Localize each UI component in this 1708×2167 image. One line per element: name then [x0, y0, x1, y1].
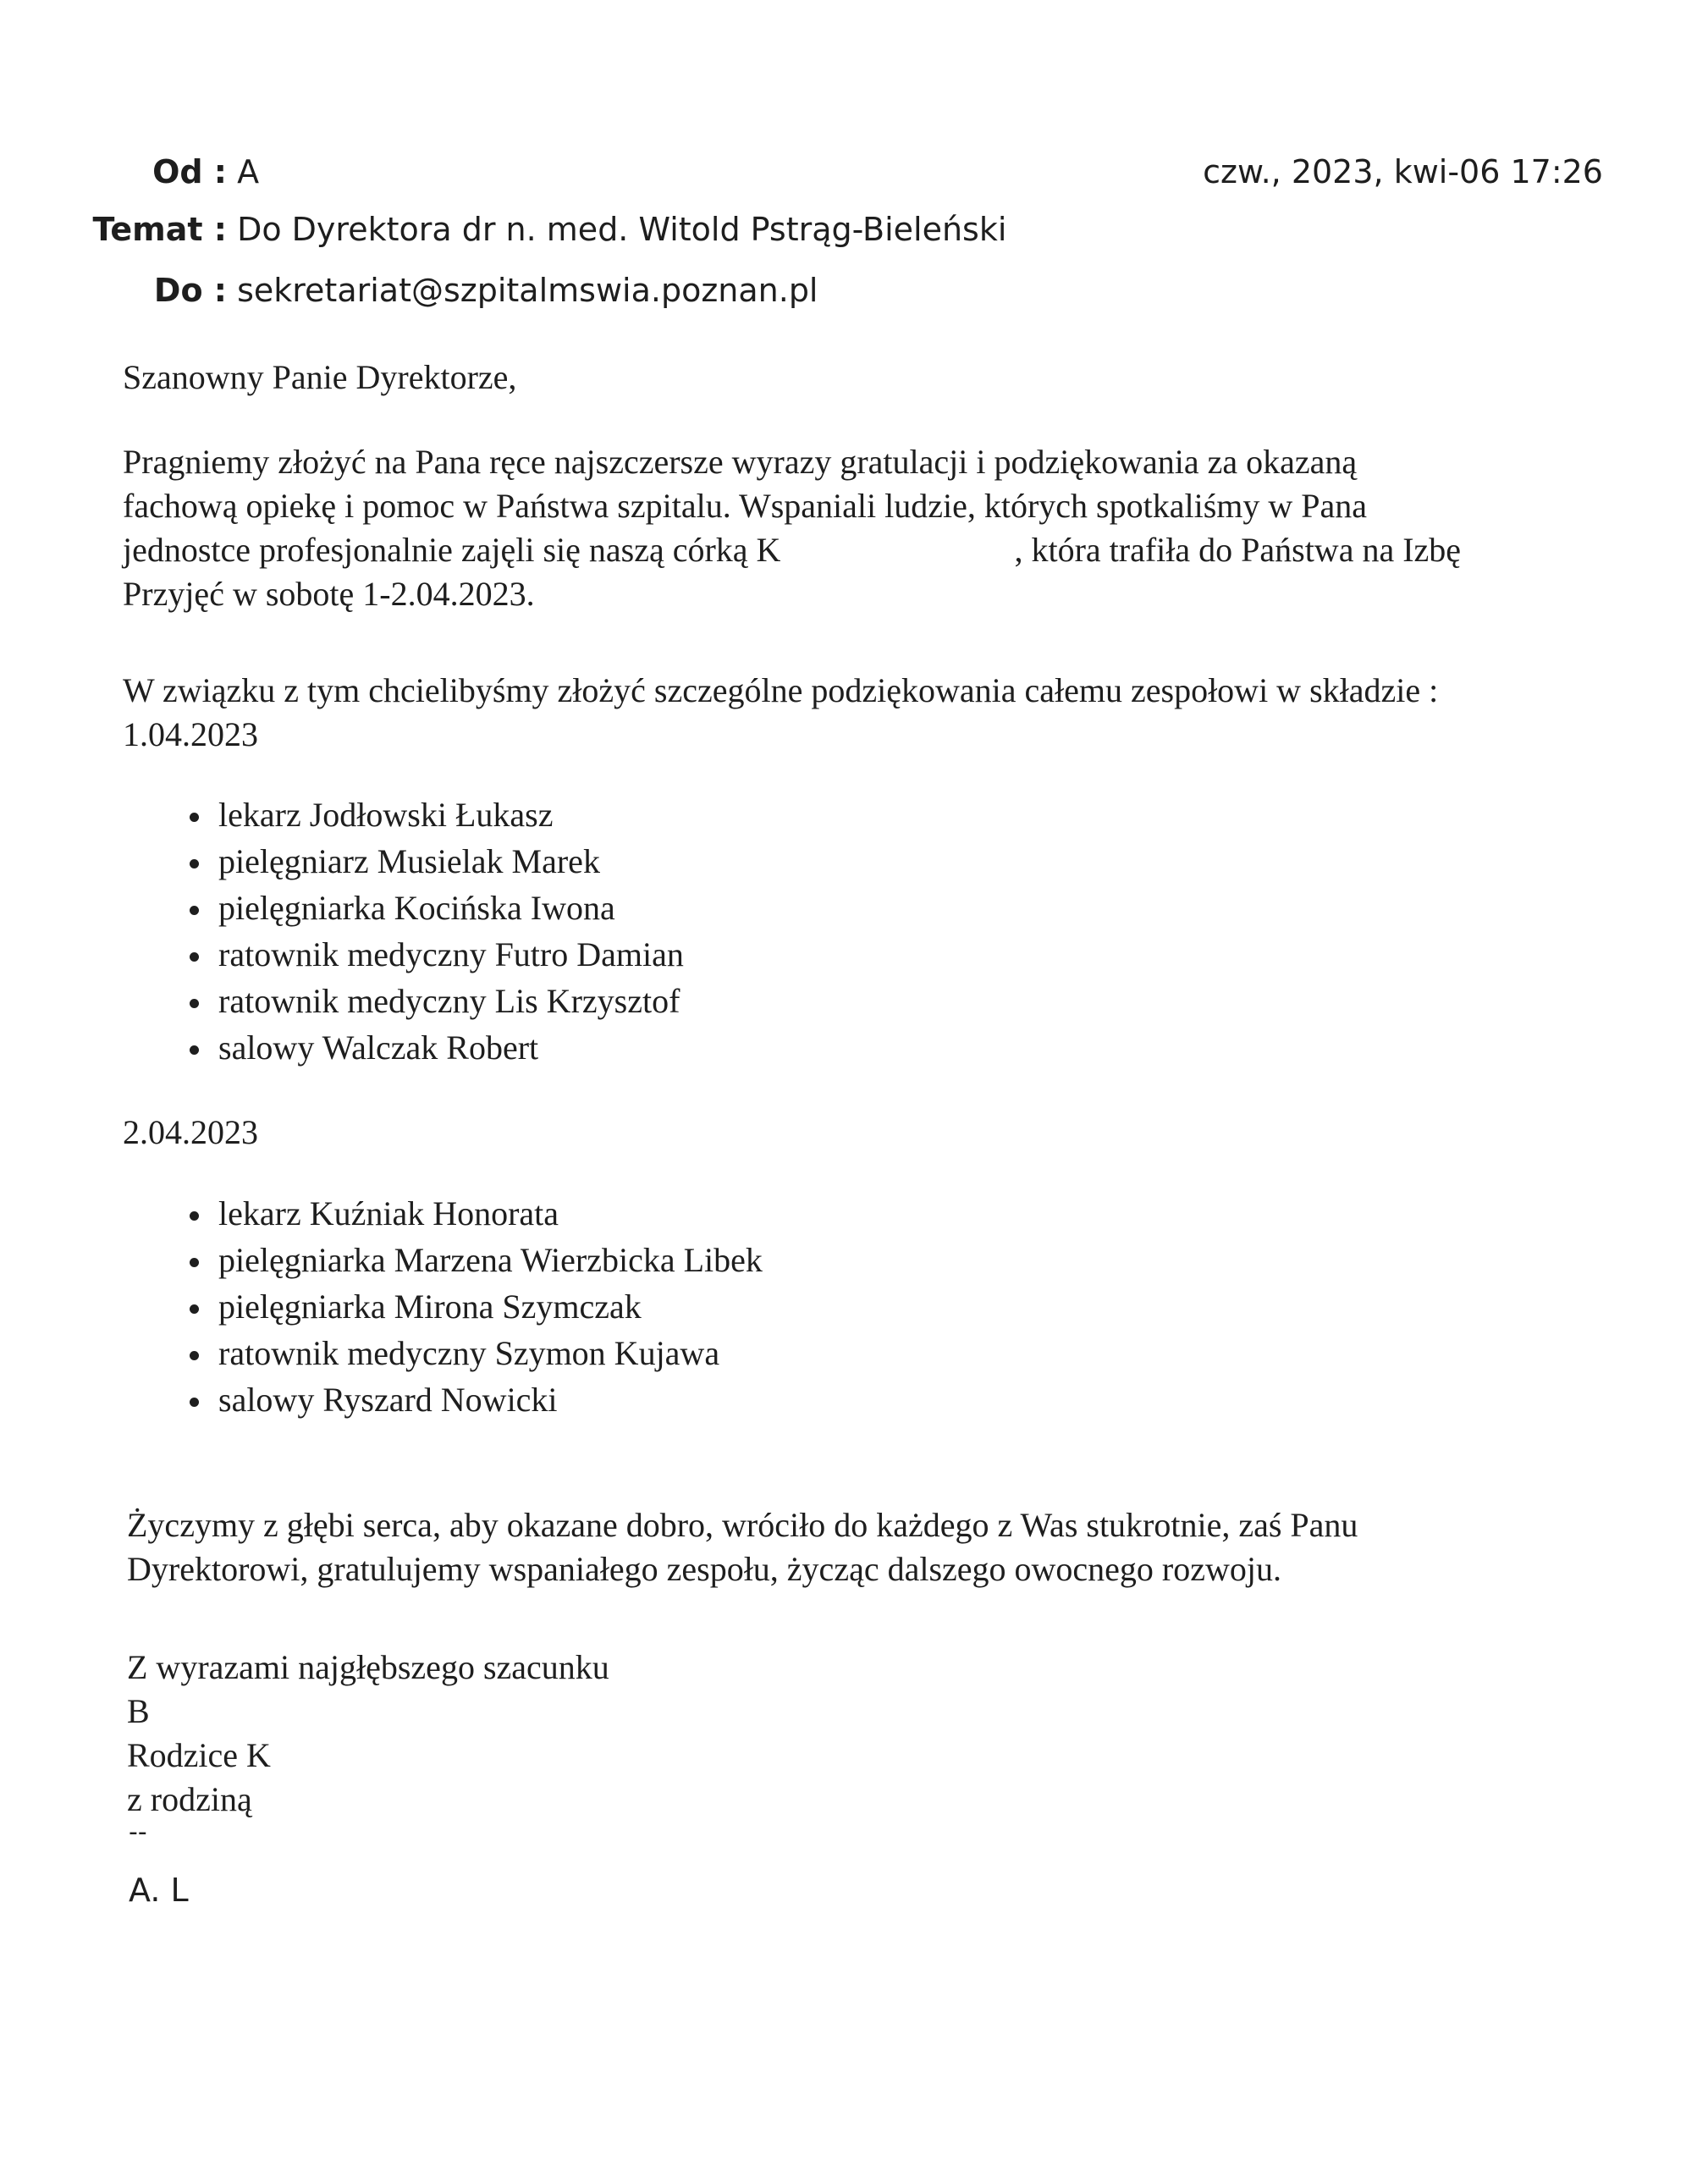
- paragraph-line: fachową opiekę i pomoc w Państwa szpitalu. Wspaniali ludzie, których spotkaliśmy w Pana: [123, 487, 1368, 525]
- list-item: ratownik medyczny Futro Damian: [186, 931, 684, 978]
- paragraph-line: Dyrektorowi, gratulujemy wspaniałego zespołu, życząc dalszego owocnego rozwoju.: [127, 1550, 1281, 1588]
- list-item: ratownik medyczny Lis Krzysztof: [186, 978, 684, 1024]
- to-label: Do :: [153, 272, 227, 309]
- signature-name: A. L: [129, 1872, 189, 1909]
- from-value: A: [227, 153, 260, 190]
- paragraph-line-part: , która trafiła do Państwa na Izbę: [1014, 531, 1462, 569]
- email-subject-row: [88, 211, 1007, 248]
- list-item: pielęgniarka Marzena Wierzbicka Libek: [186, 1237, 763, 1283]
- list-item: lekarz Jodłowski Łukasz: [186, 791, 684, 838]
- paragraph-line: Życzymy z głębi serca, aby okazane dobro, wróciło do każdego z Was stukrotnie, zaś Panu: [127, 1506, 1358, 1544]
- signature-separator: --: [129, 1817, 147, 1847]
- letter-greeting: Szanowny Panie Dyrektorze,: [123, 358, 517, 396]
- letter-paragraph-thanks: [123, 440, 1595, 616]
- sign-off-line: B: [127, 1692, 150, 1730]
- sign-off-line: Rodzice K: [127, 1736, 271, 1774]
- from-label: Od :: [152, 153, 227, 190]
- sign-off-line: z rodziną: [127, 1780, 252, 1818]
- team-list-day-2: [186, 1190, 763, 1423]
- subject-label: Temat :: [92, 211, 227, 248]
- list-item: ratownik medyczny Szymon Kujawa: [186, 1330, 763, 1376]
- list-item: salowy Ryszard Nowicki: [186, 1376, 763, 1423]
- paragraph-line: Pragniemy złożyć na Pana ręce najszczersze wyrazy gratulacji i podziękowania za okazaną: [123, 443, 1358, 481]
- list-item: pielęgniarz Musielak Marek: [186, 838, 684, 885]
- subject-value: Do Dyrektora dr n. med. Witold Pstrąg-Bieleński: [227, 211, 1007, 248]
- list-item: salowy Walczak Robert: [186, 1024, 684, 1071]
- paragraph-line: W związku z tym chcielibyśmy złożyć szczególne podziękowania całemu zespołowi w składzie :: [123, 671, 1439, 709]
- paragraph-line: Przyjęć w sobotę 1-2.04.2023.: [123, 575, 535, 613]
- letter-sign-off: [127, 1646, 609, 1822]
- team-date-1: 1.04.2023: [123, 715, 258, 753]
- to-value: sekretariat@szpitalmswia.poznan.pl: [227, 272, 818, 309]
- sign-off-line: Z wyrazami najgłębszego szacunku: [127, 1648, 609, 1686]
- email-date: czw., 2023, kwi-06 17:26: [1203, 153, 1603, 190]
- paragraph-line-part: jednostce profesjonalnie zajęli się naszą córką K: [123, 531, 781, 569]
- list-item: lekarz Kuźniak Honorata: [186, 1190, 763, 1237]
- list-item: pielęgniarka Mirona Szymczak: [186, 1283, 763, 1330]
- letter-paragraph-team-intro: [123, 669, 1438, 757]
- letter-closing-wish: [127, 1503, 1358, 1591]
- list-item: pielęgniarka Kocińska Iwona: [186, 885, 684, 931]
- team-list-day-1: [186, 791, 684, 1071]
- email-from-row: [88, 153, 260, 190]
- email-to-row: [88, 272, 818, 309]
- team-date-2: 2.04.2023: [123, 1113, 258, 1151]
- paragraph-line: [123, 528, 1595, 572]
